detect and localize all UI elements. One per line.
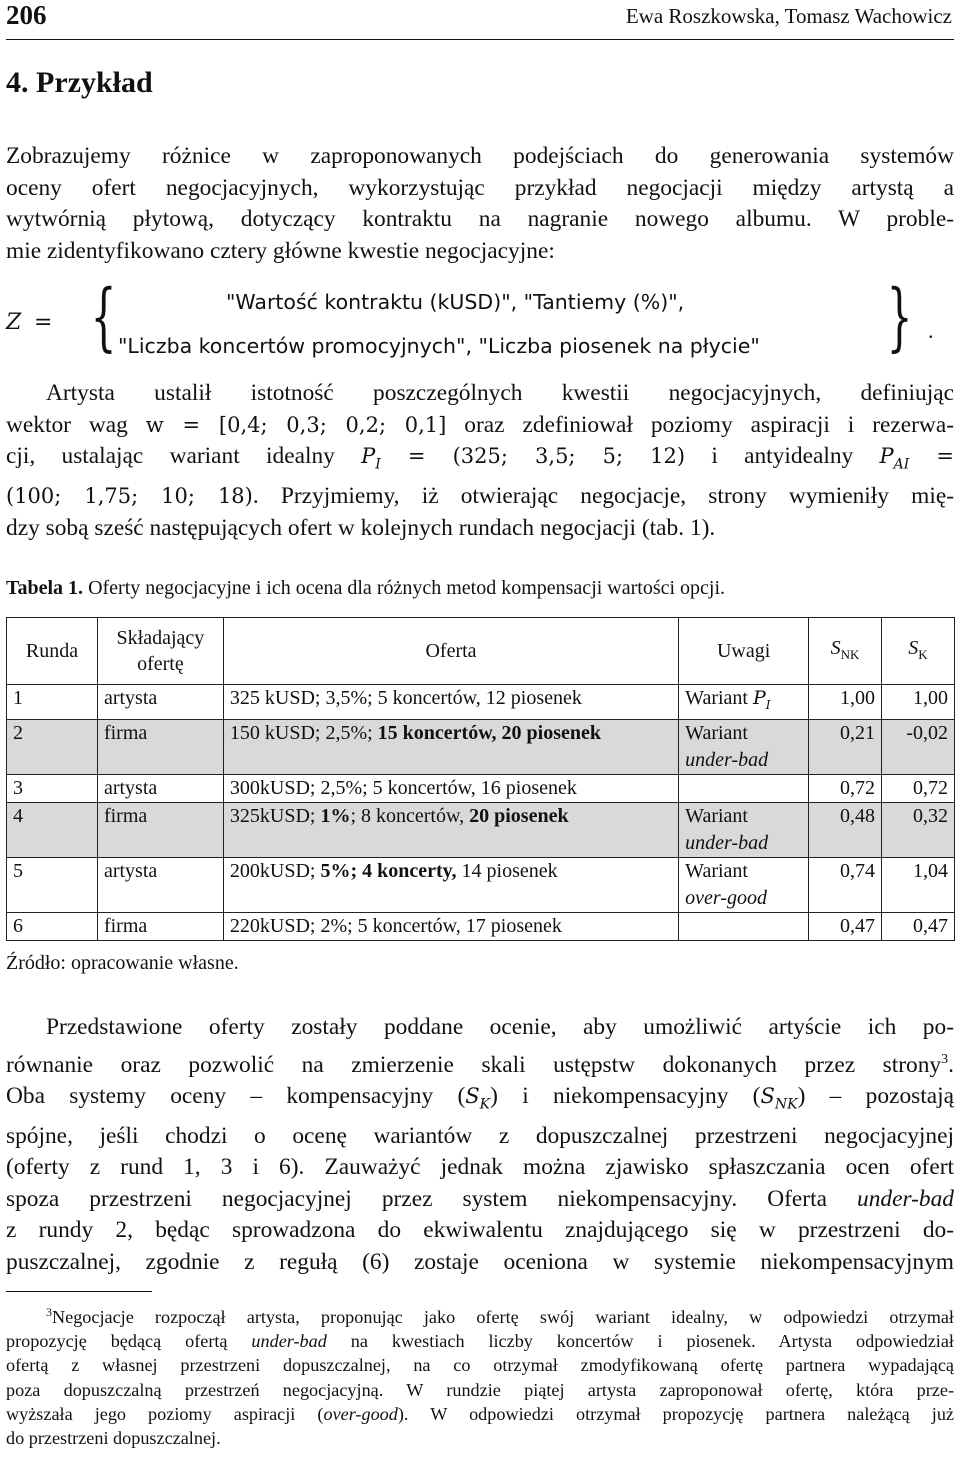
section-title: 4. Przykład xyxy=(6,66,153,99)
text-line: puszczalnej, zgodnie z regułą (6) zostaje oceniona w systemie niekompensacyjnym xyxy=(6,1248,954,1275)
page-number: 206 xyxy=(6,0,47,30)
cell-sk: 0,47 xyxy=(882,913,955,941)
text-line: Oba systemy oceny – kompensacyjny $(S_K)$ i niekompensacyjny $(S_{NK})$ – pozostają xyxy=(6,1082,954,1113)
text-line: wytwórnią płytową, dotyczący kontraktu na nagranie nowego albumu. W proble- xyxy=(6,206,954,232)
table-row xyxy=(7,803,955,858)
table-caption: Tabela 1. Oferty negocjacyjne i ich ocena dla różnych metod kompensacji wartości opcji. xyxy=(6,577,726,599)
cell-offer: 200kUSD; 5%; 4 koncerty, 14 piosenek xyxy=(223,858,678,913)
cell-submitter: firma xyxy=(97,803,223,858)
table-row xyxy=(7,775,955,803)
anti-ideal-variant: (100; 1,75; 10; 18) xyxy=(6,484,253,509)
cell-sk: 0,32 xyxy=(882,803,955,858)
cell-round: 5 xyxy=(7,858,98,913)
header-snk: $S_{NK}$ xyxy=(809,618,882,685)
header-rule xyxy=(6,39,954,40)
header-sk: $S_K$ xyxy=(882,618,955,685)
cell-snk: 0,21 xyxy=(809,720,882,775)
cell-round: 2 xyxy=(7,720,98,775)
cell-notes xyxy=(679,913,809,941)
text-line: poza dopuszczalną przestrzeń negocjacyjną. W rundzie piątej artysta zaproponował ofertę, która prze- xyxy=(6,1379,954,1400)
cell-offer: 325 kUSD; 3,5%; 5 koncertów, 12 piosenek xyxy=(223,685,678,720)
cell-sk: 1,04 xyxy=(882,858,955,913)
text-line: wyższała jego poziomy aspiracji (over-good). W odpowiedzi otrzymał propozycję partnera należącą już xyxy=(6,1403,954,1424)
equals-sign: = xyxy=(34,310,53,335)
text-line: wektor wag w = [0,4; 0,3; 0,2; 0,1] oraz zdefiniował poziomy aspiracji i rezerwa- xyxy=(6,411,954,438)
table-row xyxy=(7,720,955,775)
text-line: (100; 1,75; 10; 18). Przyjmiemy, iż otwierając negocjacje, strony wymieniły mię- xyxy=(6,483,954,510)
cell-offer: 150 kUSD; 2,5%; 15 koncertów, 20 piosenek xyxy=(223,720,678,775)
cell-snk: 0,48 xyxy=(809,803,882,858)
running-header-authors: Ewa Roszkowska, Tomasz Wachowicz xyxy=(625,4,952,28)
cell-snk: 0,74 xyxy=(809,858,882,913)
text-line: cji, ustalając wariant idealny $P_I = (325$; 3,5; 5; 12) i antyidealny $P_{AI}$ = xyxy=(6,443,954,473)
cell-notes xyxy=(679,775,809,803)
cell-sk: 1,00 xyxy=(882,685,955,720)
ideal-variant: = (325; 3,5; 5; 12) xyxy=(380,444,686,468)
text-line: równanie oraz pozwolić na zmierzenie skali ustępstw dokonanych przez strony$^3$. xyxy=(6,1051,954,1078)
paragraph-evaluation xyxy=(6,1012,954,1278)
cell-round: 6 xyxy=(7,913,98,941)
equation-period: . xyxy=(928,318,934,343)
cell-notes: Wariant under-bad xyxy=(679,720,809,775)
cell-offer: 325kUSD; 1%; 8 koncertów, 20 piosenek xyxy=(223,803,678,858)
cell-offer: 220kUSD; 2%; 5 koncertów, 17 piosenek xyxy=(223,913,678,941)
cell-submitter: artysta xyxy=(97,685,223,720)
footnote xyxy=(6,1300,954,1450)
set-line-2: "Liczba koncertów promocyjnych", "Liczba piosenek na płycie" xyxy=(118,334,760,358)
cell-round: 4 xyxy=(7,803,98,858)
text-line: do przestrzeni dopuszczalnej. xyxy=(6,1428,221,1449)
cell-submitter: firma xyxy=(97,720,223,775)
cell-submitter: artysta xyxy=(97,775,223,803)
cell-round: 1 xyxy=(7,685,98,720)
text-line: $^3$Negocjacje rozpoczął artysta, proponując jako ofertę swój wariant idealny, w odpowiedzi otrzymał xyxy=(46,1305,954,1328)
text-line: spójne, jeśli chodzi o ocenę wariantów z dopuszczalnej przestrzeni negocjacyjnej xyxy=(6,1122,954,1149)
table-row xyxy=(7,858,955,913)
header-offer: Oferta xyxy=(223,618,678,685)
text-line: Artysta ustalił istotność poszczególnych kwestii negocjacyjnych, definiując xyxy=(46,380,954,406)
set-symbol: Z xyxy=(6,310,22,335)
cell-snk: 0,72 xyxy=(809,775,882,803)
text-line: Zobrazujemy różnice w zaproponowanych podejściach do generowania systemów xyxy=(6,143,954,169)
cell-notes: Wariant over-good xyxy=(679,858,809,913)
cell-sk: -0,02 xyxy=(882,720,955,775)
footnote-rule xyxy=(6,1291,152,1292)
text-line: ofertą z własnej przestrzeni dopuszczalnej, na co otrzymał zmodyfikowaną ofertę partnera wypadającą xyxy=(6,1355,954,1376)
right-brace: } xyxy=(886,274,913,360)
cell-notes: Wariant $P_I$ xyxy=(679,685,809,720)
paragraph-weights xyxy=(6,378,954,544)
header-round: Runda xyxy=(7,618,98,685)
left-brace: { xyxy=(90,274,117,360)
text-line: dzy sobą sześć następujących ofert w kolejnych rundach negocjacji (tab. 1). xyxy=(6,514,716,541)
cell-submitter: firma xyxy=(97,913,223,941)
set-line-1: "Wartość kontraktu (kUSD)", "Tantiemy (%)", xyxy=(226,290,685,314)
text-line: mie zidentyfikowano cztery główne kwestie negocjacyjne: xyxy=(6,237,555,264)
header-notes: Uwagi xyxy=(679,618,809,685)
table-source: Źródło: opracowanie własne. xyxy=(6,952,239,974)
footnote-ref: 3 xyxy=(941,1051,949,1067)
cell-submitter: artysta xyxy=(97,858,223,913)
issues-set-equation xyxy=(0,274,960,370)
text-line: (oferty z rund 1, 3 i 6). Zauważyć jednak można zjawisko spłaszczania ocen ofert xyxy=(6,1154,954,1181)
text-line: spoza przestrzeni negocjacyjnej przez system niekompensacyjny. Oferta under-bad xyxy=(6,1185,954,1212)
cell-sk: 0,72 xyxy=(882,775,955,803)
text-line: z rundy 2, będąc sprowadzona do ekwiwalentu znajdującego się w przestrzeni do- xyxy=(6,1217,954,1244)
cell-snk: 1,00 xyxy=(809,685,882,720)
offers-table xyxy=(6,617,955,941)
header-submitter: Składający ofertę xyxy=(97,618,223,685)
table-row xyxy=(7,685,955,720)
text-line: oceny ofert negocjacyjnych, wykorzystując przykład negocjacji między artystą a xyxy=(6,174,954,201)
cell-notes: Wariant under-bad xyxy=(679,803,809,858)
text-line: propozycję będącą ofertą under-bad na kwestiach liczby koncertów i piosenek. Artysta odpowiedział xyxy=(6,1331,954,1352)
table-header-row xyxy=(7,618,955,685)
table-row xyxy=(7,913,955,941)
cell-snk: 0,47 xyxy=(809,913,882,941)
weights-vector: w = [0,4; 0,3; 0,2; 0,1] xyxy=(145,412,447,437)
paragraph-intro xyxy=(6,141,954,267)
cell-round: 3 xyxy=(7,775,98,803)
cell-offer: 300kUSD; 2,5%; 5 koncertów, 16 piosenek xyxy=(223,775,678,803)
text-line: Przedstawione oferty zostały poddane ocenie, aby umożliwić artyście ich po- xyxy=(46,1014,954,1040)
